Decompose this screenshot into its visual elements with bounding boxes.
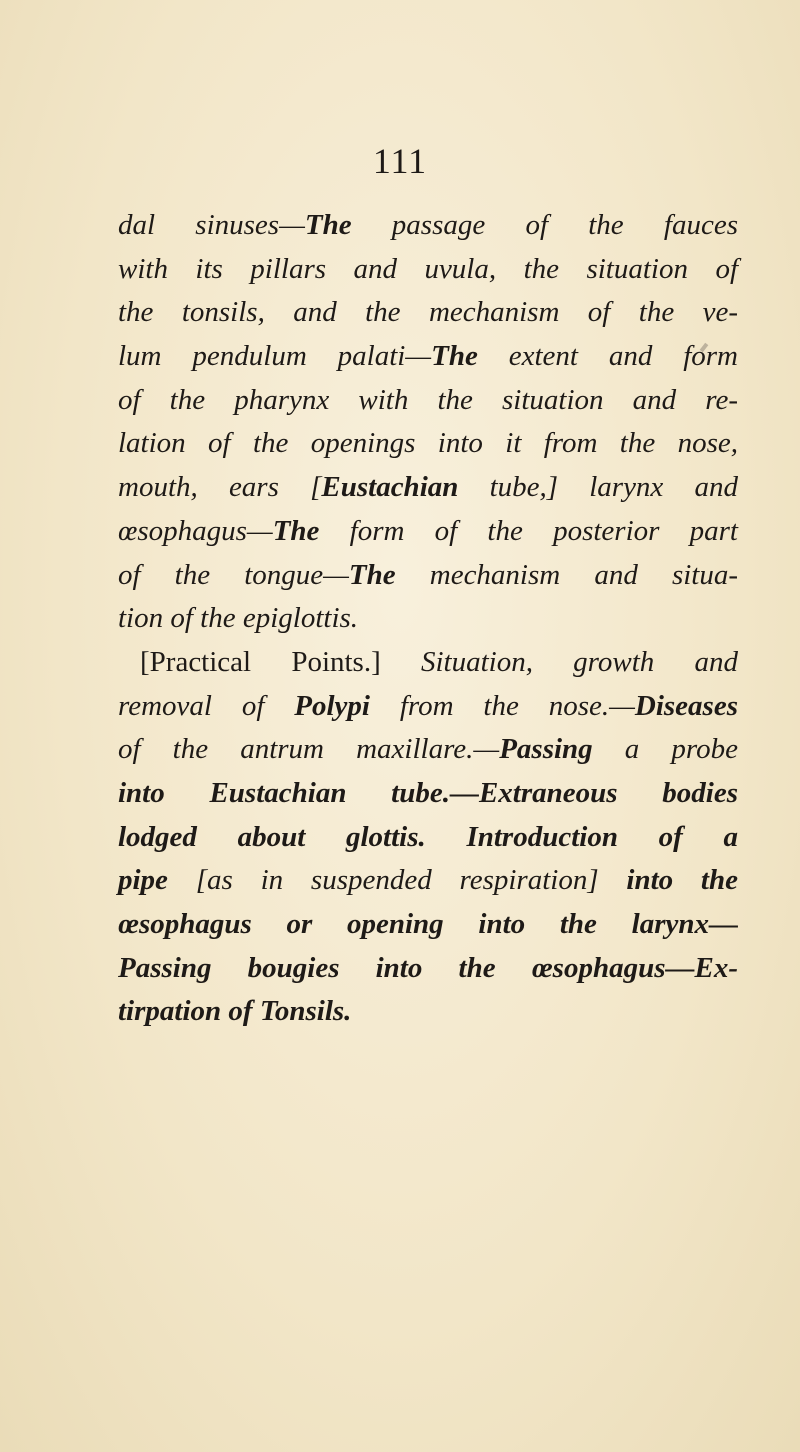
text-line: lation of the openings into it from the nose, bbox=[118, 427, 738, 460]
text-line: removal of Polypi from the nose.—Diseases bbox=[118, 689, 738, 722]
text-line: of the tongue—The mechanism and situa- bbox=[118, 558, 738, 591]
section-label: [Practical Points.] bbox=[140, 645, 381, 678]
text-line: dal sinuses—The passage of the fauces bbox=[118, 209, 738, 241]
text-line: of the pharynx with the situation and re- bbox=[118, 383, 738, 416]
text-line: tirpation of Tonsils. bbox=[118, 995, 352, 1028]
text-line: with its pillars and uvula, the situation of bbox=[118, 252, 738, 285]
text-line: œsophagus or opening into the larynx— bbox=[118, 908, 738, 940]
text-line: into Eustachian tube.—Extraneous bodies bbox=[118, 776, 738, 809]
text-line: the tonsils, and the mechanism of the ve- bbox=[118, 296, 738, 329]
text-line: lodged about glottis. Introduction of a bbox=[118, 820, 738, 853]
text-line: tion of the epiglottis. bbox=[118, 602, 359, 635]
text-line: œsophagus—The form of the posterior part bbox=[118, 514, 738, 547]
body-text bbox=[118, 204, 738, 1034]
text-line: lum pendulum palati—The extent and form bbox=[118, 340, 738, 373]
text-line: Passing bougies into the œsophagus—Ex- bbox=[118, 951, 738, 984]
page-number: 111 bbox=[372, 141, 428, 181]
text-line: mouth, ears [Eustachian tube,] larynx and bbox=[118, 471, 738, 504]
text-line: [Practical Points.] Situation, growth and bbox=[140, 645, 738, 678]
text-line: of the antrum maxillare.—Passing a probe bbox=[118, 733, 738, 766]
text-line: pipe [as in suspended respiration] into the bbox=[118, 864, 738, 897]
